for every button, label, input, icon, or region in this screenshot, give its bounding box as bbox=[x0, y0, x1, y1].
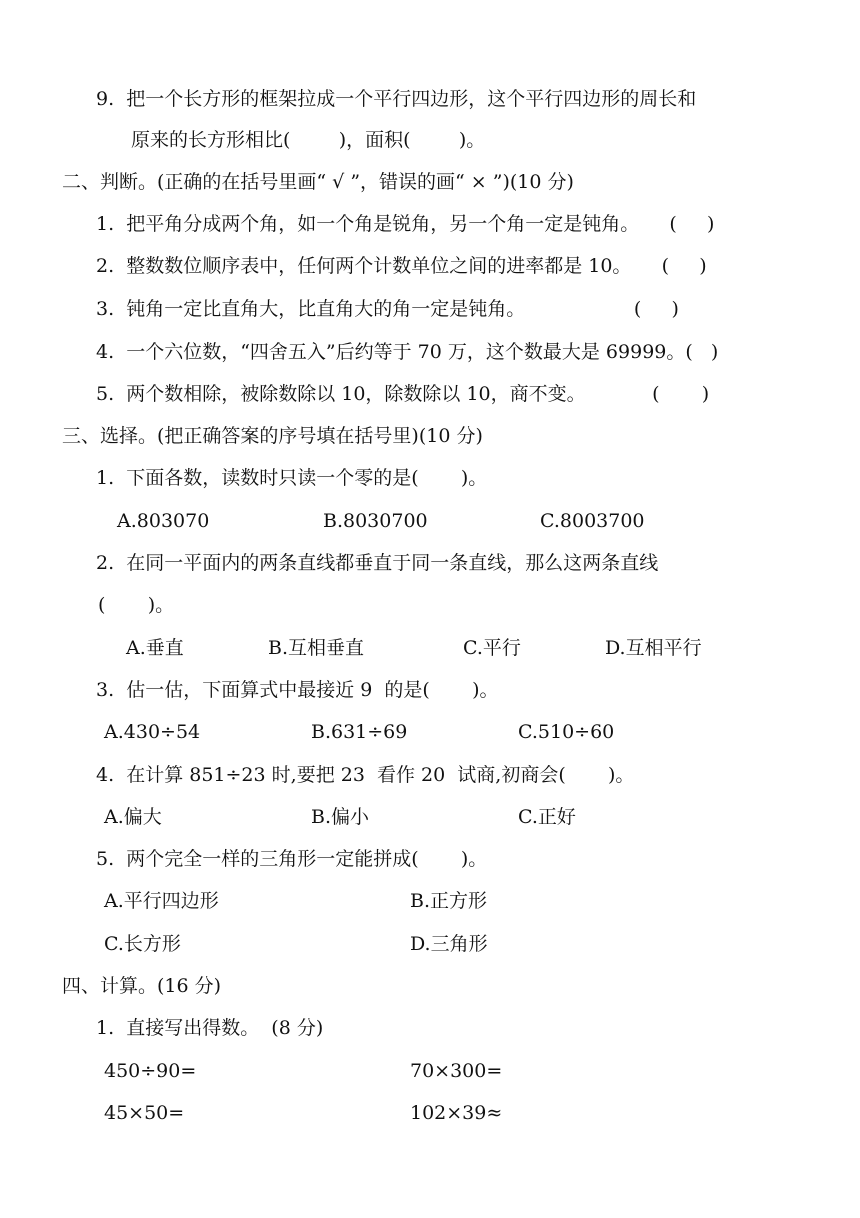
judge-item-4: 4. 一个六位数，“四舍五入”后约等于 70 万，这个数最大是 69999。( ) bbox=[96, 341, 719, 363]
choice-q3-option-c: C.510÷60 bbox=[518, 721, 615, 743]
choice-q4-option-c: C.正好 bbox=[518, 806, 576, 828]
q9-line-2: 原来的长方形相比( )，面积( )。 bbox=[131, 129, 486, 151]
judge-item-1: 1. 把平角分成两个角，如一个角是锐角，另一个角一定是钝角。 ( ) bbox=[96, 213, 715, 235]
choice-q5-option-c: C.长方形 bbox=[104, 933, 181, 955]
choice-q4-option-a: A.偏大 bbox=[104, 806, 162, 828]
calc-expr-4: 102×39≈ bbox=[410, 1102, 503, 1124]
choice-q2-stem-line-2: ( )。 bbox=[98, 594, 175, 616]
choice-q5-option-d: D.三角形 bbox=[410, 933, 488, 955]
calc-expr-3: 45×50= bbox=[104, 1102, 185, 1124]
choice-q1-stem: 1. 下面各数，读数时只读一个零的是( )。 bbox=[96, 467, 488, 489]
calc-expr-1: 450÷90= bbox=[104, 1060, 197, 1082]
q9-line-1: 9. 把一个长方形的框架拉成一个平行四边形，这个平行四边形的周长和 bbox=[96, 88, 697, 110]
judge-item-5: 5. 两个数相除，被除数除以 10，除数除以 10，商不变。 ( ) bbox=[96, 383, 710, 405]
choice-q4-option-b: B.偏小 bbox=[311, 806, 370, 828]
judge-item-3: 3. 钝角一定比直角大，比直角大的角一定是钝角。 ( ) bbox=[96, 298, 679, 320]
choice-q2-option-c: C.平行 bbox=[463, 637, 521, 659]
choice-q5-option-a: A.平行四边形 bbox=[104, 890, 219, 912]
choice-q2-option-d: D.互相平行 bbox=[605, 637, 702, 659]
judge-item-2: 2. 整数数位顺序表中，任何两个计数单位之间的进率都是 10。 ( ) bbox=[96, 255, 707, 277]
choice-q3-option-a: A.430÷54 bbox=[104, 721, 201, 743]
section-3-title: 三、选择。(把正确答案的序号填在括号里)(10 分) bbox=[62, 425, 483, 447]
calc-expr-2: 70×300= bbox=[410, 1060, 503, 1082]
choice-q2-stem-line-1: 2. 在同一平面内的两条直线都垂直于同一条直线，那么这两条直线 bbox=[96, 552, 659, 574]
section-2-title: 二、判断。(正确的在括号里画“ √ ”，错误的画“ × ”)(10 分) bbox=[62, 171, 574, 193]
section-4-title: 四、计算。(16 分) bbox=[62, 975, 222, 997]
choice-q4-stem: 4. 在计算 851÷23 时,要把 23 看作 20 试商,初商会( )。 bbox=[96, 764, 635, 786]
choice-q2-option-a: A.垂直 bbox=[126, 637, 184, 659]
choice-q3-stem: 3. 估一估，下面算式中最接近 9 的是( )。 bbox=[96, 679, 499, 701]
choice-q2-option-b: B.互相垂直 bbox=[268, 637, 365, 659]
choice-q5-stem: 5. 两个完全一样的三角形一定能拼成( )。 bbox=[96, 848, 488, 870]
calc-sub-1-title: 1. 直接写出得数。 (8 分) bbox=[96, 1017, 324, 1039]
choice-q3-option-b: B.631÷69 bbox=[311, 721, 408, 743]
choice-q1-option-a: A.803070 bbox=[117, 510, 210, 532]
choice-q5-option-b: B.正方形 bbox=[410, 890, 488, 912]
choice-q1-option-c: C.8003700 bbox=[540, 510, 645, 532]
choice-q1-option-b: B.8030700 bbox=[323, 510, 428, 532]
